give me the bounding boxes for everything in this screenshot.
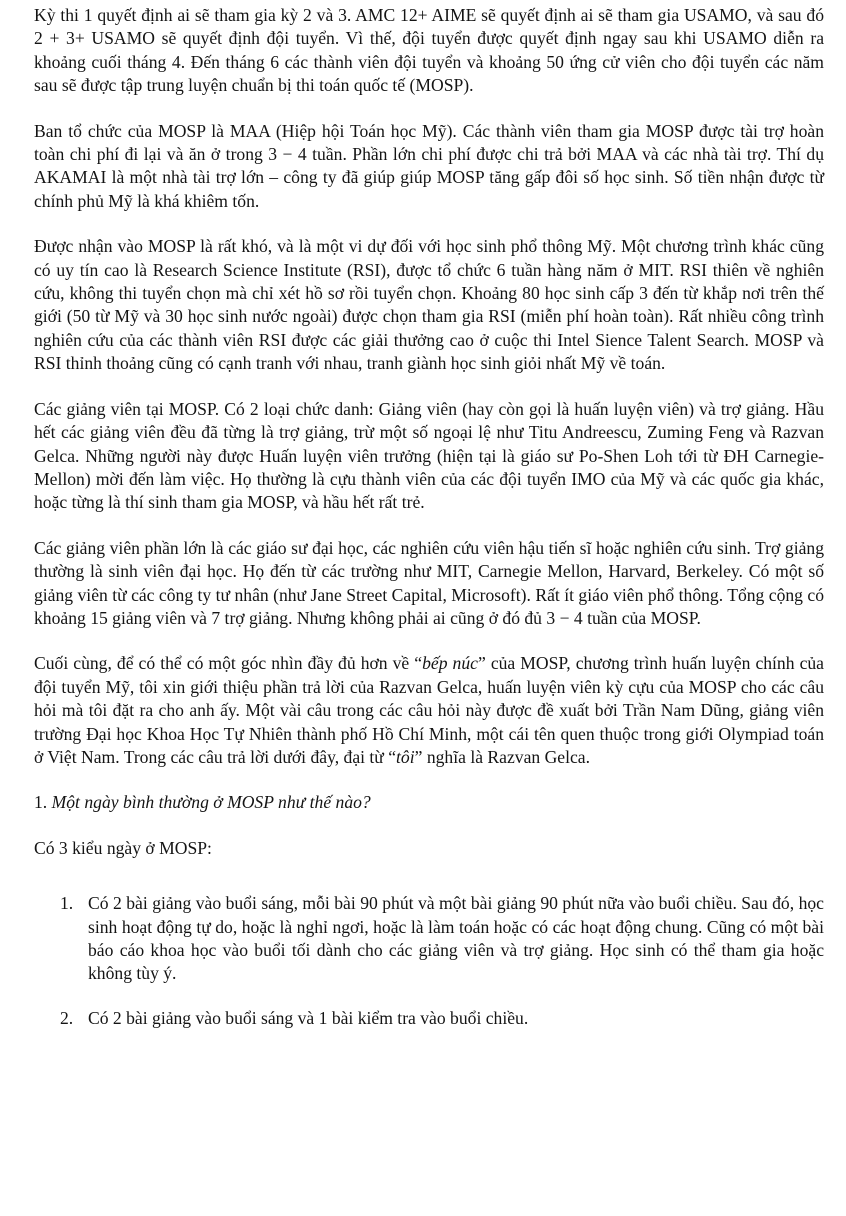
question-text: Một ngày bình thường ở MOSP như thế nào? xyxy=(51,792,371,813)
question-heading xyxy=(34,791,824,814)
closing-italic-pronoun: tôi xyxy=(396,746,415,767)
answer-intro: Có 3 kiểu ngày ở MOSP: xyxy=(34,837,212,858)
list-item xyxy=(34,1007,824,1030)
paragraph-selection-stages: Kỳ thi 1 quyết định ai sẽ tham gia kỳ 2 và 3. AMC 12+ AIME sẽ quyết định ai sẽ tham gia USAMO, và sau đó 2 + 3+ USAMO sẽ quyết định đội tuyển. Vì thế, đội tuyển được quyết định ngay sau khi USAMO diễn ra khoảng cuối tháng 4. Đến tháng 6 các thành viên đội tuyển và khoảng 50 ứng cử viên cho đội tuyển các năm sau sẽ được tập trung luyện chuẩn bị thi toán quốc tế (MOSP). xyxy=(34,5,824,96)
day-types-list xyxy=(34,892,824,1030)
closing-text-part3: ” nghĩa là Razvan Gelca. xyxy=(414,746,590,767)
paragraph-interview-intro xyxy=(34,652,824,769)
list-item-number: 2. xyxy=(60,1007,74,1028)
paragraph-mosp-organizer: Ban tổ chức của MOSP là MAA (Hiệp hội Toán học Mỹ). Các thành viên tham gia MOSP được tài trợ hoàn toàn chi phí đi lại và ăn ở trong 3 − 4 tuần. Phần lớn chi phí được chi trả bởi MAA và các nhà tài trợ. Thí dụ AKAMAI là một nhà tài trợ lớn – công ty đã giúp giúp MOSP tăng gấp đôi số học sinh. Số tiền nhận được từ chính phủ Mỹ là khá khiêm tốn. xyxy=(34,120,824,211)
paragraph-mosp-instructors: Các giảng viên tại MOSP. Có 2 loại chức danh: Giảng viên (hay còn gọi là huấn luyện viên) và trợ giảng. Hầu hết các giảng viên đều đã từng là trợ giảng, trừ một số ngoại lệ như Titu Andreescu, Zuming Feng và Razvan Gelca. Những người này được Huấn luyện viên trưởng (hiện tại là giáo sư Po-Shen Loh tới từ ĐH Carnegie-Mellon) mời đến làm việc. Họ thường là cựu thành viên của các đội tuyển IMO của Mỹ và các quốc gia khác, hoặc từng là thí sinh tham gia MOSP, và hầu hết rất trẻ. xyxy=(34,398,824,513)
document-page xyxy=(34,4,824,1051)
closing-text-part2: ” của MOSP, chương trình huấn luyện chính của đội tuyển Mỹ, tôi xin giới thiệu phần trả lời của Razvan Gelca, huấn luyện viên kỳ cựu của MOSP cho các câu hỏi mà tôi đặt ra cho anh ấy. Một vài câu trong các câu hỏi này được đề xuất bởi Trần Nam Dũng, giảng viên trường Đại học Khoa Học Tự Nhiên thành phố Hồ Chí Minh, một cái tên quen thuộc trong giới Olympiad toán ở Việt Nam. Trong các câu trả lời dưới đây, đại từ “ xyxy=(34,653,824,767)
list-item-text: Có 2 bài giảng vào buổi sáng và 1 bài kiểm tra vào buổi chiều. xyxy=(88,1007,529,1028)
paragraph-rsi-program: Được nhận vào MOSP là rất khó, và là một vi dự đối với học sinh phổ thông Mỹ. Một chương trình khác cũng có uy tín cao là Research Science Institute (RSI), được tổ chức 6 tuần hàng năm ở MIT. RSI thiên về nghiên cứu, không thi tuyển chọn mà chỉ xét hồ sơ rồi tuyển chọn. Khoảng 80 học sinh cấp 3 đến từ khắp nơi trên thế giới (50 từ Mỹ và 30 học sinh nước ngoài) được chọn tham gia RSI (miễn phí hoàn toàn). Rất nhiều công trình nghiên cứu của các thành viên RSI được các giải thưởng cao ở cuộc thi Intel Sience Talent Search. MOSP và RSI thỉnh thoảng cũng có cạnh tranh với nhau, tranh giành học sinh giỏi nhất Mỹ về toán. xyxy=(34,236,824,374)
closing-text-part1: Cuối cùng, để có thể có một góc nhìn đầy đủ hơn về “ xyxy=(34,653,423,674)
paragraph-instructor-background: Các giảng viên phần lớn là các giáo sư đại học, các nghiên cứu viên hậu tiến sĩ hoặc nghiên cứu sinh. Trợ giảng thường là sinh viên đại học. Họ đến từ các trường như MIT, Carnegie Mellon, Harvard, Berkeley. Có một số giảng viên từ các công ty tư nhân (như Jane Street Capital, Microsoft). Rất ít giáo viên phổ thông. Tổng cộng có khoảng 15 giảng viên và 7 trợ giảng. Nhưng không phải ai cũng ở đó đủ 3 − 4 tuần của MOSP. xyxy=(34,537,824,628)
closing-italic-term: bếp núc xyxy=(422,653,478,674)
list-item-number: 1. xyxy=(60,893,74,914)
list-item-text: Có 2 bài giảng vào buổi sáng, mỗi bài 90 phút và một bài giảng 90 phút nữa vào buổi chiều. Sau đó, học sinh hoạt động tự do, hoặc là nghỉ ngơi, hoặc là làm toán hoặc có các hoạt động chung. Cũng có một bài báo cáo khoa học vào buổi tối dành cho các giảng viên và trợ giảng. Học sinh có thể tham gia hoặc không tùy ý. xyxy=(88,893,824,984)
list-item xyxy=(34,892,824,986)
question-number: 1. xyxy=(34,792,48,813)
